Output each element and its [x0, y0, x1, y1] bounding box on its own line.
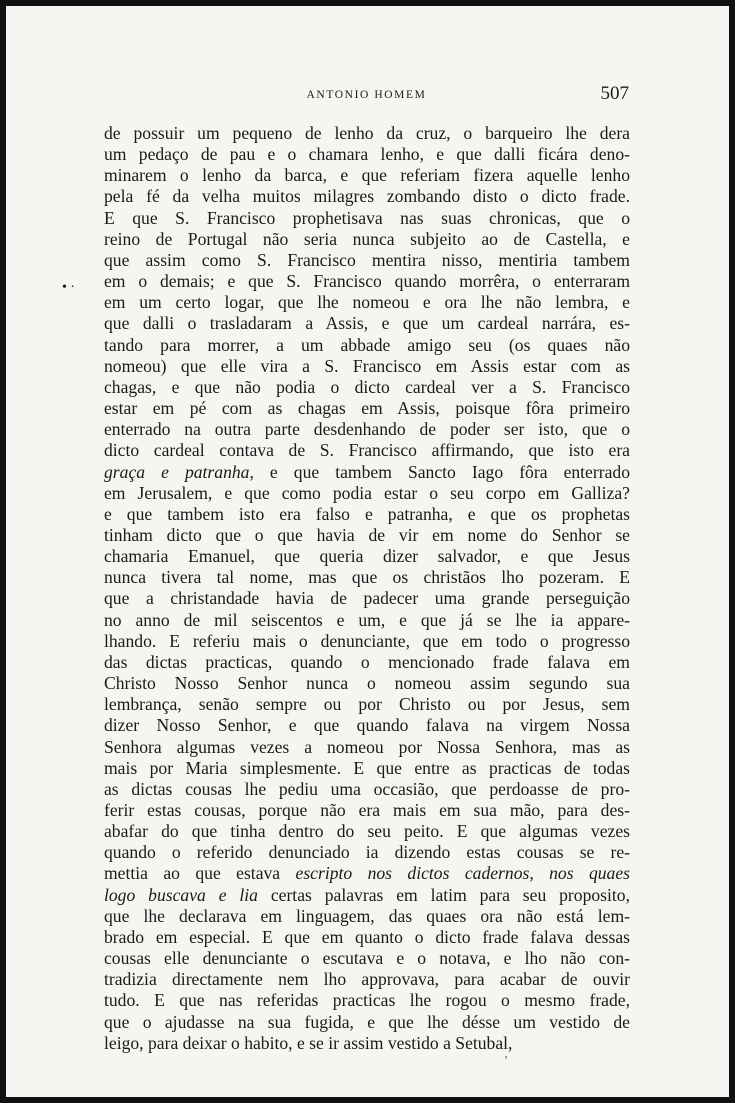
text-segment: um pedaço de pau e o chamara lenho, e que dalli ficára deno- [104, 144, 630, 165]
text-segment: dicto cardeal contava de S. Francisco affirmando, que isto era [104, 440, 630, 461]
text-segment: pela fé da velha muitos milagres zombando disto o dicto frade. [104, 186, 630, 207]
text-segment: tinham dicto que o que havia de vir em nome do Senhor se [104, 524, 630, 545]
text-segment: em o demais; e que S. Francisco quando morrêra, o enterraram [104, 271, 630, 292]
text-line [104, 821, 630, 842]
text-line [104, 694, 630, 715]
text-segment: Christo Nosso Senhor nunca o nomeou assim segundo sua [104, 673, 630, 694]
text-segment: lhando. E referiu mais o denunciante, que em todo o progresso [104, 630, 630, 651]
text-segment: minarem o lenho da barca, e que referiam fizera aquelle lenho [104, 165, 630, 186]
text-line [104, 123, 630, 144]
text-segment: chamaria Emanuel, que queria dizer salvador, e que Jesus [104, 546, 630, 567]
text-line [104, 758, 630, 779]
text-line [104, 250, 630, 271]
text-segment: ferir estas cousas, porque não era mais em sua mão, para des- [104, 800, 630, 820]
text-segment: abafar do que tinha dentro do seu peito. E que algumas vezes [104, 821, 630, 842]
page-number: 507 [600, 83, 629, 104]
text-line [104, 990, 630, 1011]
text-segment: no anno de mil seiscentos e um, e que já se lhe ia appare- [104, 609, 630, 630]
text-segment: chagas, e que não podia o dicto cardeal ver a S. Francisco [104, 376, 630, 397]
text-segment: nomeou) que elle vira a S. Francisco em Assis estar com as [104, 355, 630, 376]
text-line [104, 652, 630, 673]
text-segment: tando para morrer, a um abbade amigo seu (os quaes não [104, 334, 630, 355]
text-segment: de possuir um pequeno de lenho da cruz, o barqueiro lhe dera [104, 123, 630, 143]
text-line [104, 1012, 630, 1033]
text-line [104, 440, 630, 461]
text-line [104, 144, 630, 165]
text-segment: mais por Maria simplesmente. E que entre as practicas de todas [104, 757, 630, 778]
text-segment: que lhe declarava em linguagem, das quaes ora não está lem- [104, 905, 630, 926]
text-segment: enterrado na outra parte desdenhando de poder ser isto, que o [104, 419, 630, 440]
text-line [104, 673, 630, 694]
text-line [104, 229, 630, 250]
text-segment: estar em pé com as chagas em Assis, poisque fôra primeiro [104, 398, 630, 419]
running-head: ANTONIO HOMEM [306, 89, 427, 101]
text-line [104, 292, 630, 313]
text-segment: que dalli o trasladaram a Assis, e que um cardeal narrára, es- [104, 313, 630, 334]
italic-segment: escripto nos dictos cadernos, nos quaes [295, 863, 631, 884]
text-line [104, 377, 630, 398]
text-line [104, 948, 630, 969]
text-line [104, 800, 630, 821]
text-line [104, 335, 630, 356]
text-line [104, 546, 630, 567]
text-segment: tudo. E que nas referidas practicas lhe rogou o mesmo frade, [104, 990, 630, 1011]
text-segment: Senhora algumas vezes a nomeou por Nossa Senhora, mas as [104, 736, 630, 757]
text-segment: que assim como S. Francisco mentira nisso, mentiria tambem [104, 249, 630, 270]
text-line [104, 863, 630, 884]
text-line [104, 927, 630, 948]
text-segment: reino de Portugal não seria nunca subjeito ao de Castella, e [104, 228, 630, 249]
text-segment: tradizia directamente nem lho approvava, para acabar de ouvir [104, 969, 630, 990]
page-header [104, 83, 629, 111]
text-line [104, 567, 630, 588]
text-line [104, 419, 630, 440]
italic-segment: graça e patranha, [104, 461, 254, 482]
text-segment: das dictas practicas, quando o mencionado frade falava em [104, 651, 630, 672]
text-line [104, 969, 630, 990]
text-segment: E que S. Francisco prophetisava nas suas chronicas, que o [104, 207, 630, 228]
text-segment: que a christandade havia de padecer uma grande perseguição [104, 588, 630, 609]
text-segment: e que tambem Sancto Iago fôra enterrado [253, 461, 630, 482]
text-line [104, 779, 630, 800]
text-line [104, 186, 630, 207]
text-segment: brado em especial. E que em quanto o dicto frade falava dessas [104, 926, 630, 947]
text-segment: cousas elle denunciante o escutava e o notava, e lho não con- [104, 948, 630, 969]
text-segment: mettia ao que estava [104, 863, 296, 884]
ink-speck: ʼ [504, 1053, 508, 1067]
text-segment: que o ajudasse na sua fugida, e que lhe désse um vestido de [104, 1011, 630, 1032]
text-line [104, 208, 630, 229]
text-line [104, 885, 630, 906]
text-line [104, 398, 630, 419]
text-line [104, 462, 630, 483]
text-line [104, 842, 630, 863]
text-line [104, 165, 630, 186]
text-line [104, 271, 630, 292]
text-segment: quando o referido denunciado ia dizendo estas cousas se re- [104, 842, 630, 863]
body-text [104, 123, 630, 1054]
text-line [104, 631, 630, 652]
text-line [104, 483, 630, 504]
text-segment: certas palavras em latim para seu proposito, [257, 884, 630, 905]
text-line [104, 610, 630, 631]
text-segment: dizer Nosso Senhor, e que quando falava na virgem Nossa [104, 715, 630, 736]
text-line [104, 313, 630, 334]
text-line [104, 356, 630, 377]
text-segment: e que tambem isto era falso e patranha, e que os prophetas [104, 503, 630, 524]
margin-mark: • · [62, 280, 76, 295]
text-line [104, 504, 630, 525]
text-line [104, 525, 630, 546]
text-line [104, 737, 630, 758]
text-line [104, 906, 630, 927]
text-line [104, 1033, 630, 1054]
text-line [104, 588, 630, 609]
text-segment: em um certo logar, que lhe nomeou e ora lhe não lembra, e [104, 292, 630, 313]
text-segment: lembrança, senão sempre ou por Christo ou por Jesus, sem [104, 694, 630, 715]
text-segment: nunca tivera tal nome, mas que os christãos lho pozeram. E [104, 567, 630, 588]
text-segment: em Jerusalem, e que como podia estar o seu corpo em Galliza? [104, 482, 630, 503]
italic-segment: logo buscava e lia [104, 884, 258, 905]
text-segment: leigo, para deixar o habito, e se ir assim vestido a Setubal, [104, 1032, 513, 1053]
text-segment: as dictas cousas lhe pediu uma occasião, que perdoasse de pro- [104, 778, 630, 799]
text-line [104, 715, 630, 736]
